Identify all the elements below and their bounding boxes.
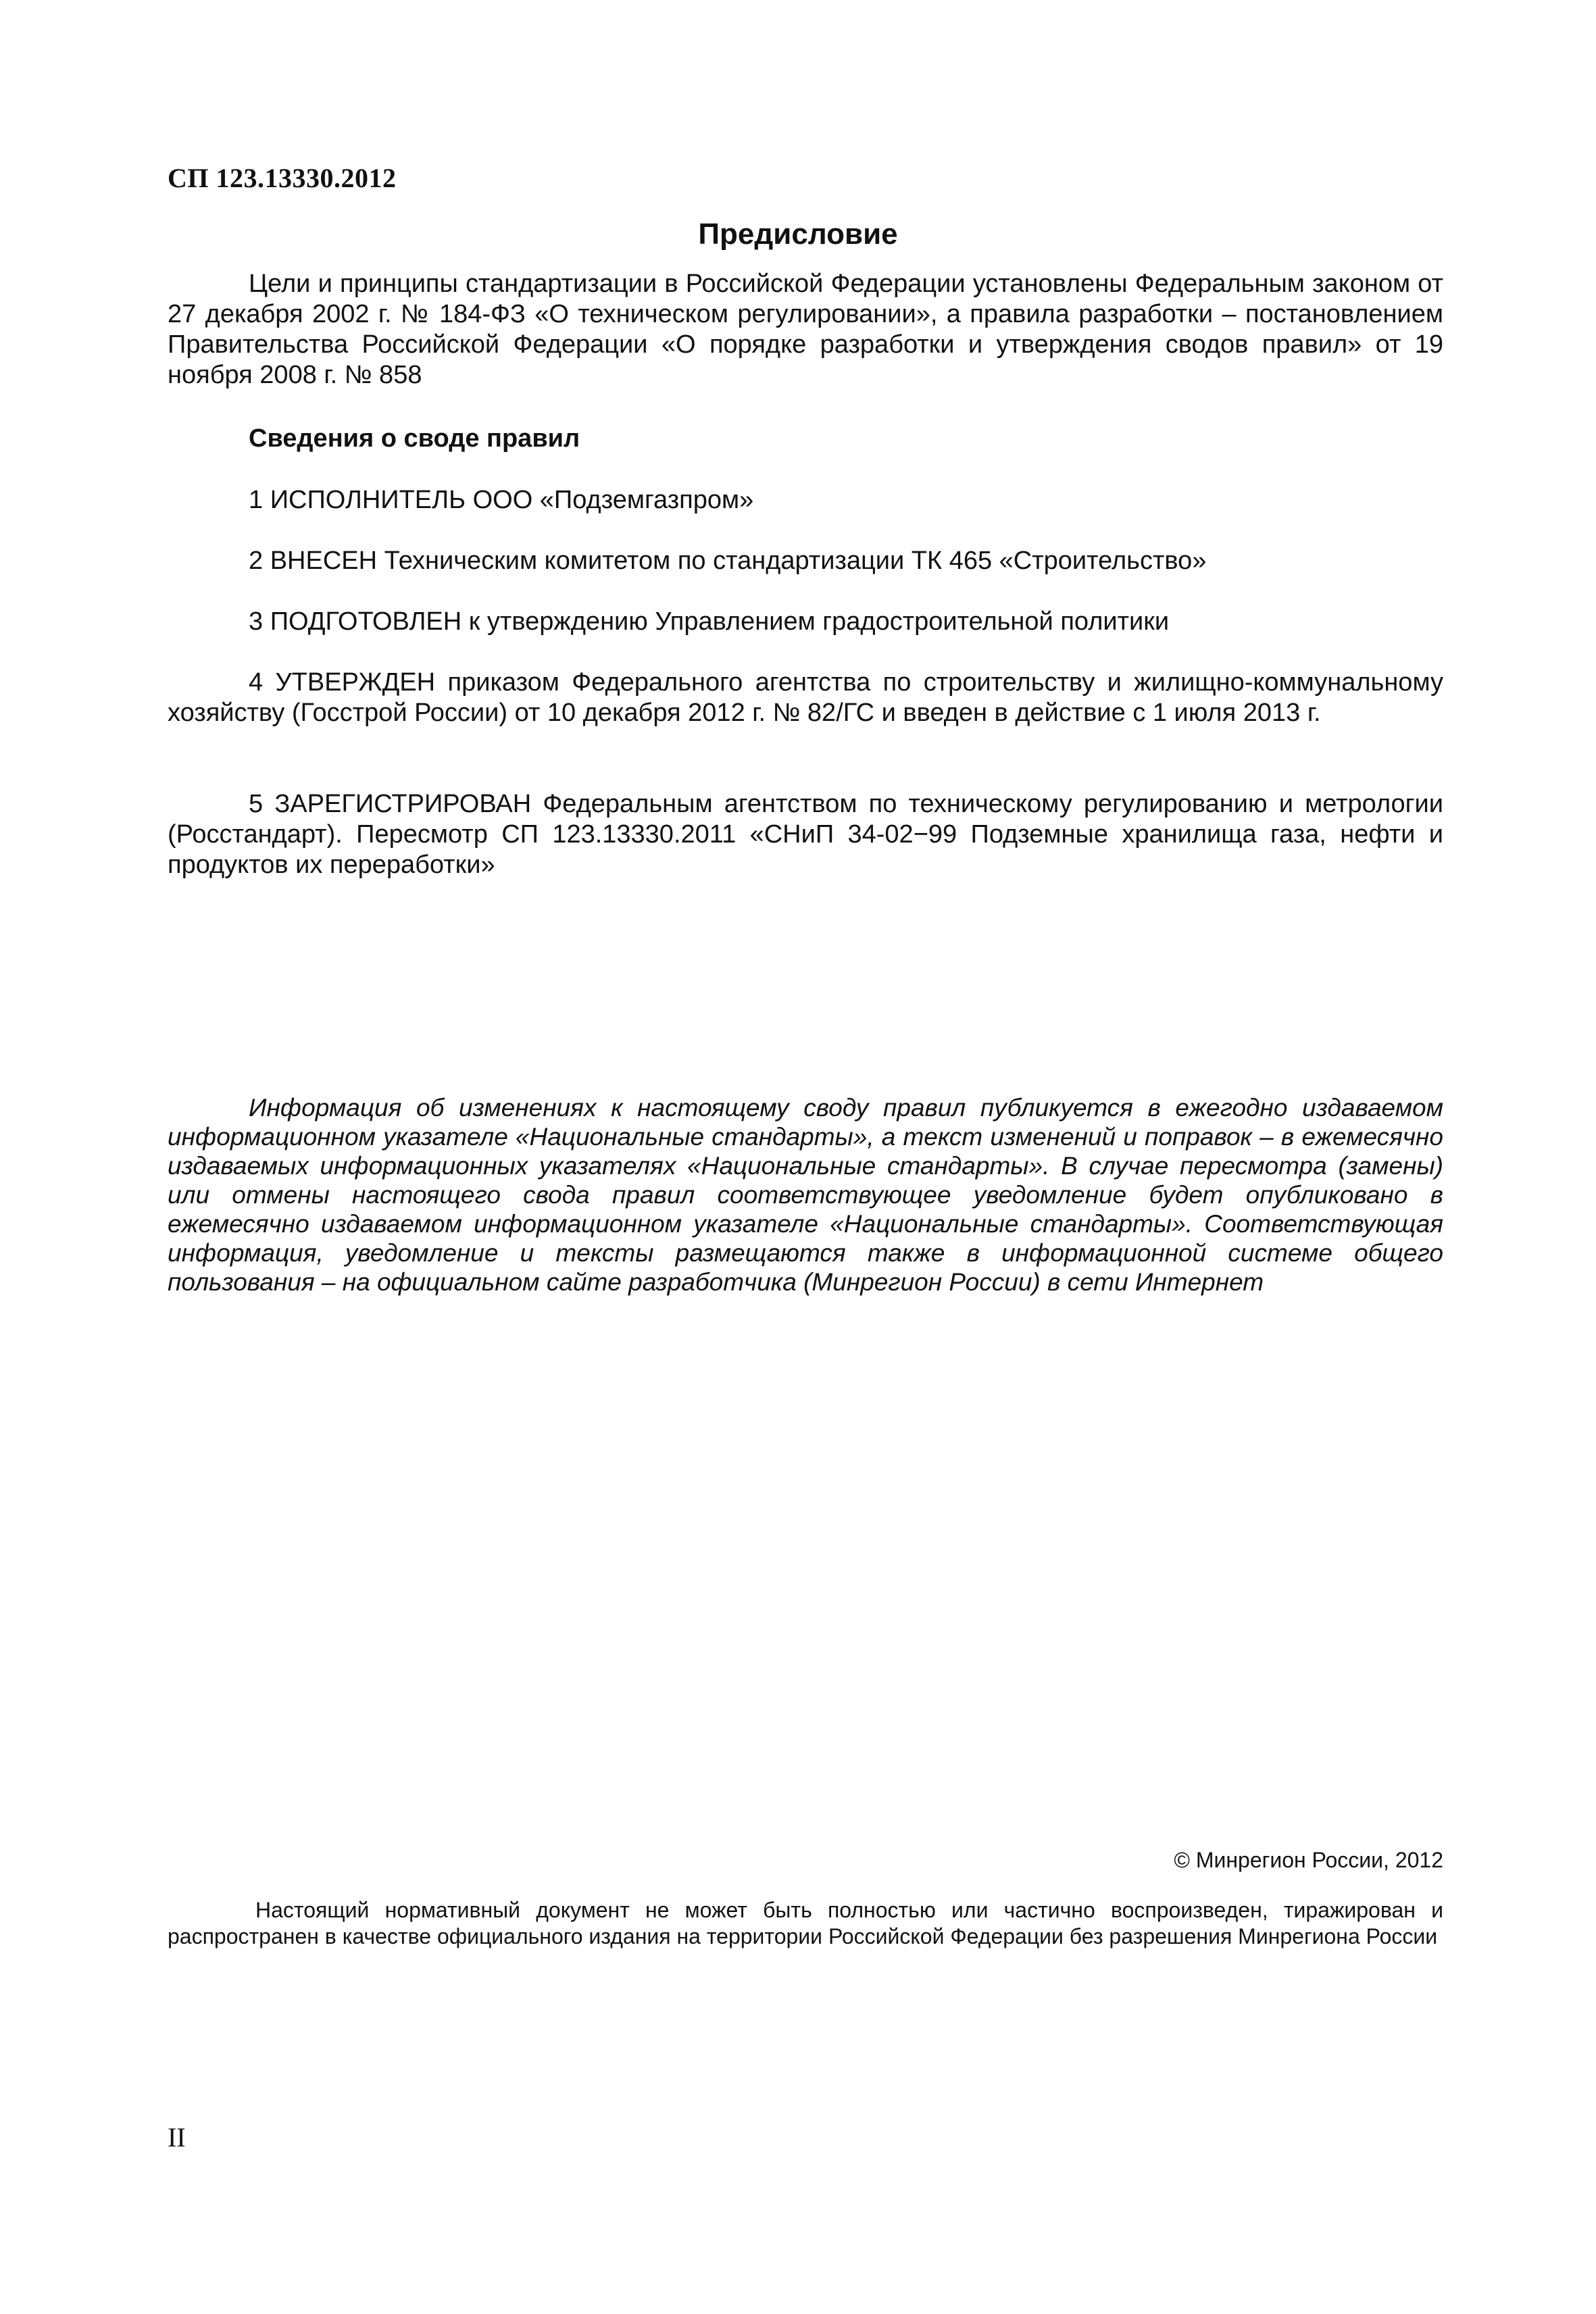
info-item-2: 2 ВНЕСЕН Техническим комитетом по стандартизации ТК 465 «Строительство» — [249, 547, 1207, 575]
reproduction-notice: Настоящий нормативный документ не может быть полностью или частично воспроизведен, тиражирован и распространен в качестве официального издания на территории Российской Федерации без разрешения Минрегиона России — [168, 1898, 1443, 1948]
info-item-3: 3 ПОДГОТОВЛЕН к утверждению Управлением градостроительной политики — [249, 607, 1170, 636]
info-item-1: 1 ИСПОЛНИТЕЛЬ ООО «Подземгазпром» — [249, 486, 754, 514]
info-heading: Сведения о своде правил — [249, 424, 580, 453]
info-item-4: 4 УТВЕРЖДЕН приказом Федерального агентства по строительству и жилищно-коммунальному хозяйству (Госстрой России) от 10 декабря 2012 г. № 82/ГС и введен в действие с 1 июля 2013 г. — [168, 668, 1443, 727]
changes-notice: Информация об изменениях к настоящему своду правил публикуется в ежегодно издаваемом информационном указателе «Национальные стандарты», а текст изменений и поправок – в ежемесячно издаваемых информационных указателях «Национальные стандарты». В случае пересмотра (замены) или отмены настоящего свода правил соответствующее уведомление будет опубликовано в ежемесячно издаваемом информационном указателе «Национальные стандарты». Соответствующая информация, уведомление и тексты размещаются также в информационной системе общего пользования – на официальном сайте разработчика (Минрегион России) в сети Интернет — [168, 1094, 1443, 1296]
preface-title: Предисловие — [698, 218, 898, 251]
copyright-line: © Минрегион России, 2012 — [1174, 1848, 1443, 1872]
document-code: СП 123.13330.2012 — [168, 163, 397, 193]
info-item-5: 5 ЗАРЕГИСТРИРОВАН Федеральным агентством по техническому регулированию и метрологии (Росстандарт). Пересмотр СП 123.13330.2011 «СНиП 34-02−99 Подземные хранилища газа, нефти и продуктов их переработки» — [168, 790, 1443, 879]
page-number: II — [168, 2122, 186, 2153]
preface-intro: Цели и принципы стандартизации в Российской Федерации установлены Федеральным законом от 27 декабря 2002 г. № 184-ФЗ «О техническом регулировании», а правила разработки – постановлением Правительства Российской Федерации «О порядке разработки и утверждения сводов правил» от 19 ноября 2008 г. № 858 — [168, 270, 1443, 389]
